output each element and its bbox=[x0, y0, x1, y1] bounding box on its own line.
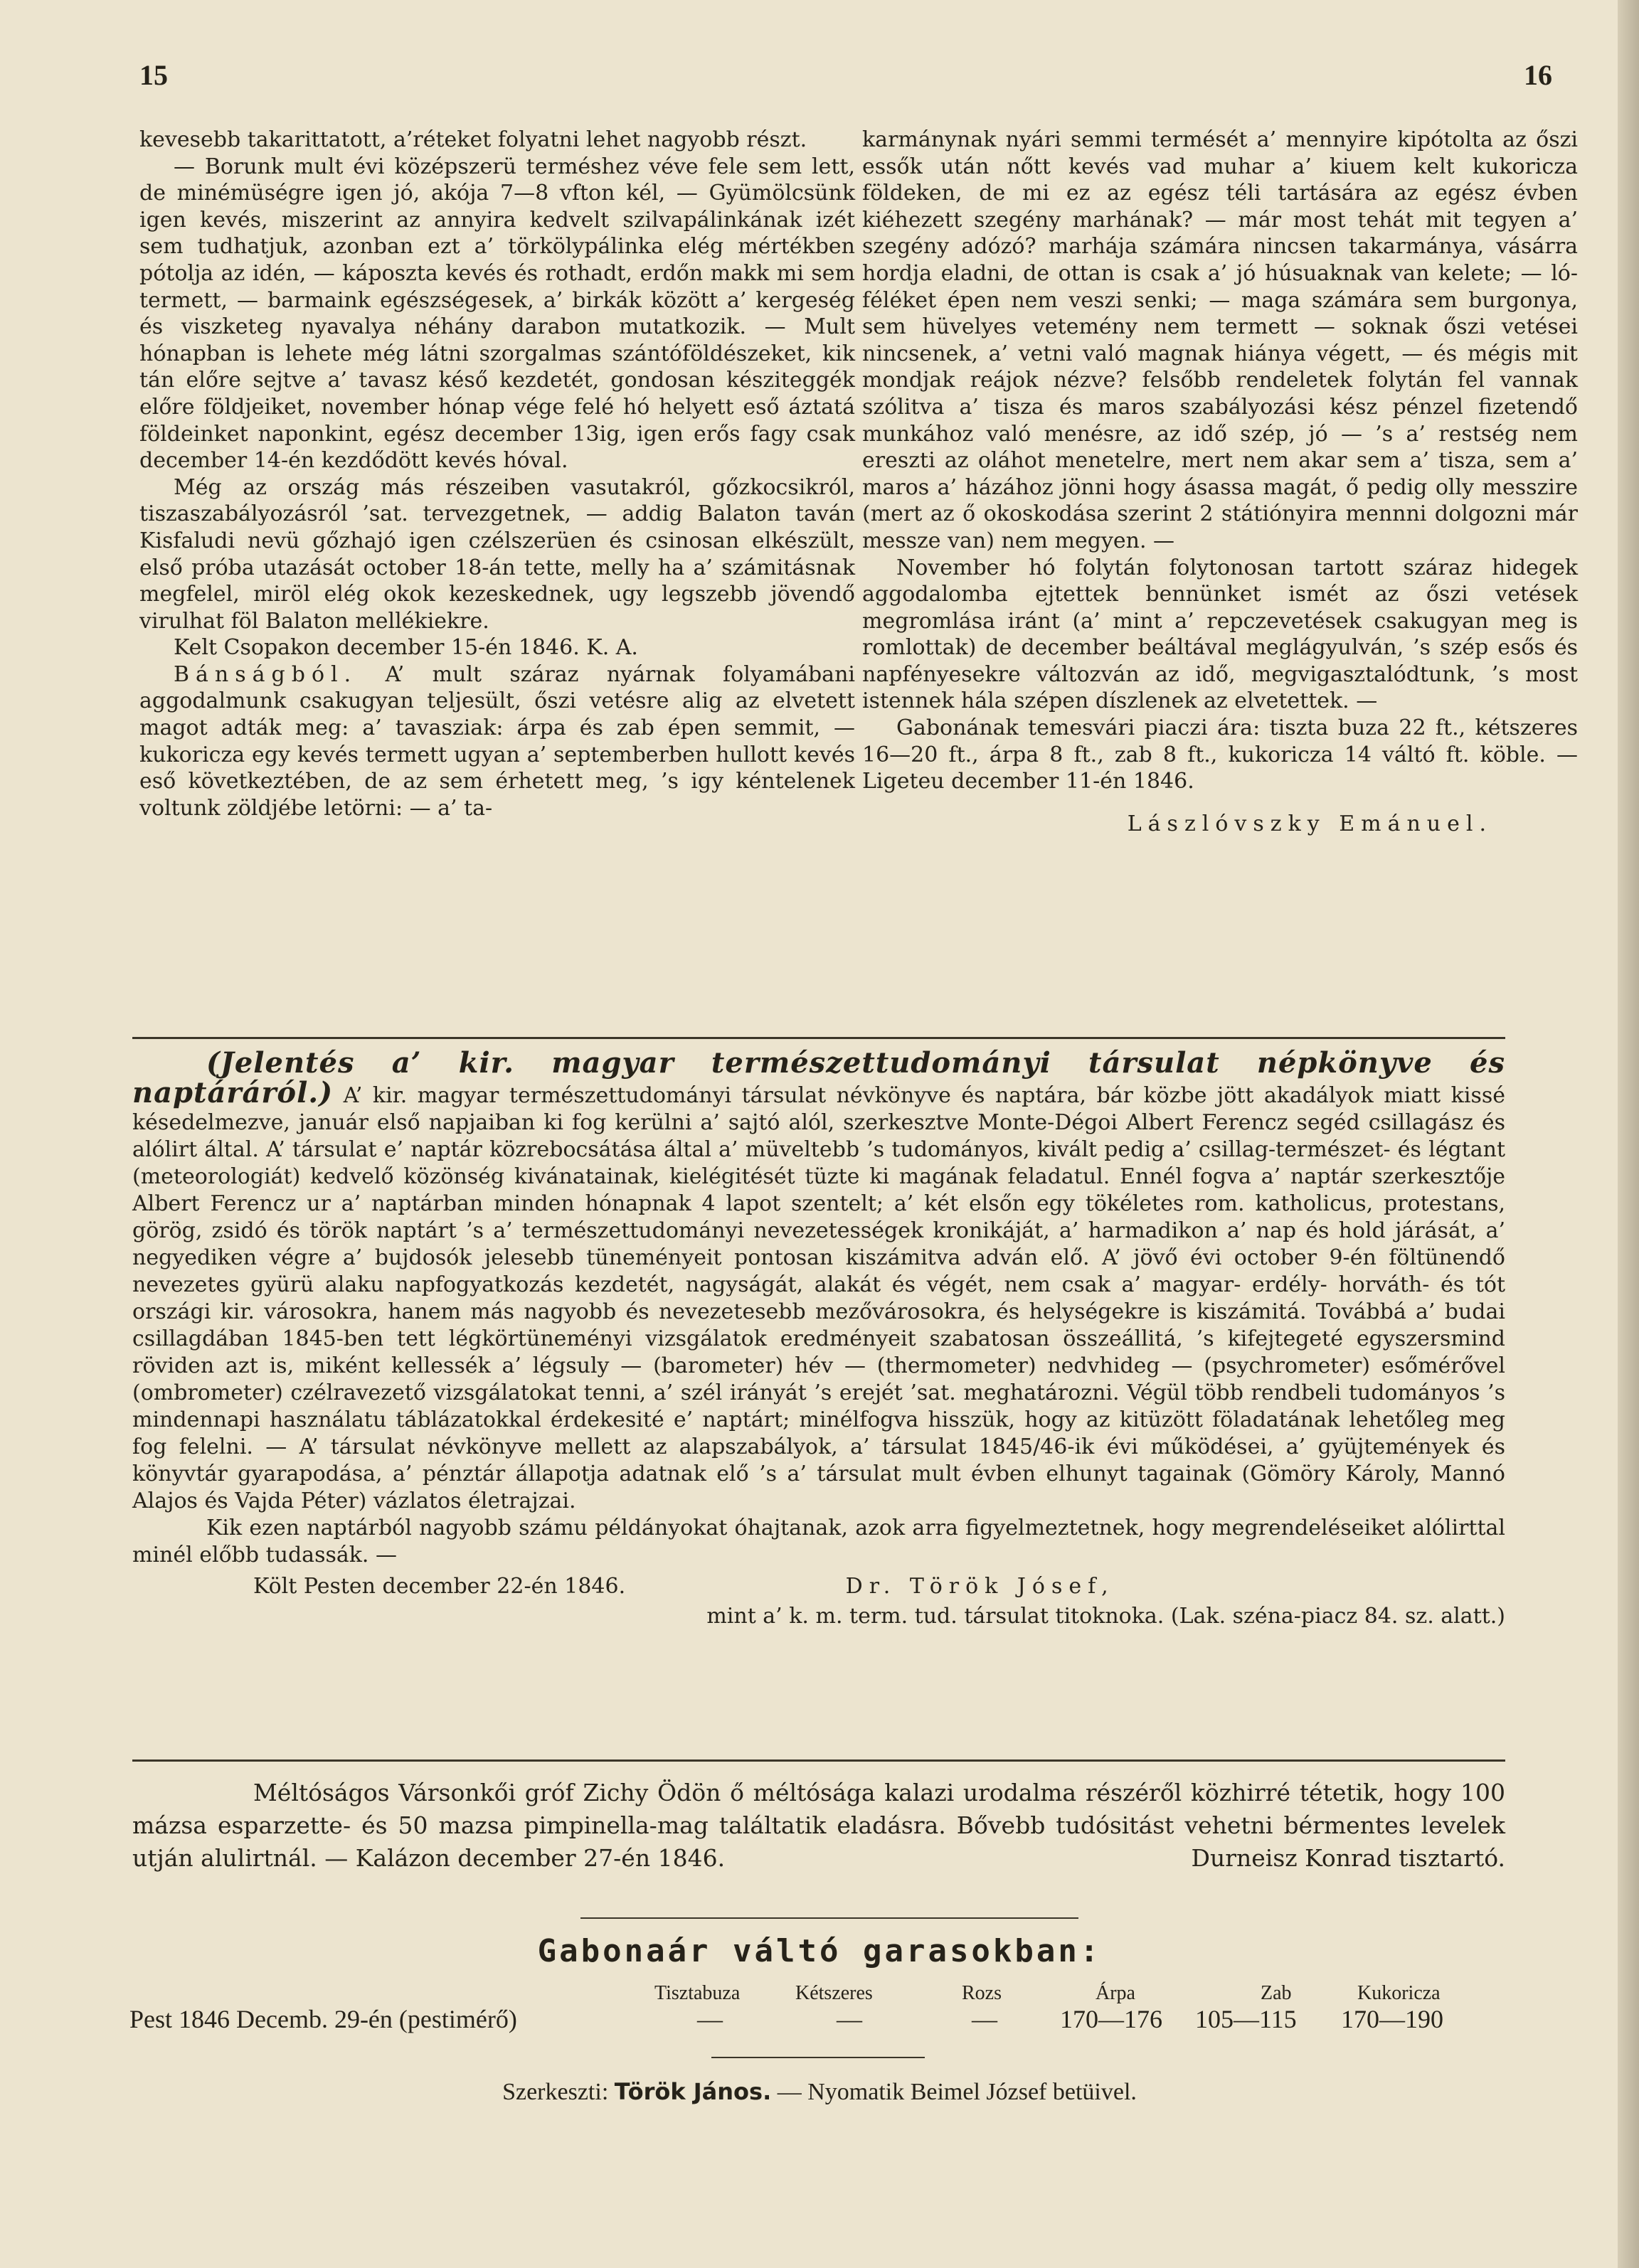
grain-header-zab: Zab bbox=[1261, 1982, 1292, 2004]
left-paragraph-2: — Borunk mult évi középszerü terméshez véve fele sem lett, de minémüségre igen jó, akója 7—8 vfton kél, — Gyümölcsünk igen kevés, miszerint az annyira kedvelt szilvapálinkának izét sem tudhatjuk, azonban ezt a’ törkölypálinka elég mértékben pótolja az idén, — káposzta kevés és rothadt, erdőn makk mi sem termett, — barmaink egészségesek, a’ birkák között a’ kergeség és viszketeg nyavalya néhány darabon mutatkozik. — Mult hónapban is lehete még látni szorgalmas szántóföldészeket, kik tán előre sejtve a’ tavasz késő kezdetét, gondosan késziteggék előre földjeiket, november hónap vége felé hó helyett eső áztatá földeinket naponkint, egész december 13ig, igen erős fagy csak december 14-én kezdődött kevés hóval. bbox=[139, 154, 855, 474]
right-paragraph-1: karmánynak nyári semmi termését a’ mennyire kipótolta az őszi essők után nőtt kevés vad muhar a’ kiuem kelt kukoricza földeken, de mi ez az egész téli tartására az egész évben kiéhezett szegény marhának? — már most tehát mit tegyen a’ szegény adózó? marhája számára nincsen takarmánya, vásárra hordja eladni, de ottan is csak a’ jó húsuaknak van kelete; — ló-féléket épen nem veszi senki; — maga számára sem burgonya, sem hüvelyes vetemény nem termett — soknak őszi vetései nincsenek, a’ vetni való magnak hiánya végett, — és mégis mit mondjak reájok nézve? felsőbb rendeletek folytán fel vannak szólitva a’ tisza és maros szabályozási kész pénzel fizetendő munkához való menésre, az idő szép, jó — ’s a’ restség nem ereszti az oláhot menetelre, mert nem akar sem a’ tisza, sem a’ maros a’ házához jönni hogy ásassa magát, ő pedig olly messzire (mert az ő okoskodása szerint 2 státiónyira mennni dolgozni már messze van) nem megyen. — bbox=[862, 127, 1578, 553]
grain-value-ketszeres: — bbox=[837, 2005, 862, 2033]
grain-value-rozs: — bbox=[972, 2005, 997, 2033]
divider-rule-1 bbox=[132, 1037, 1505, 1039]
grain-header-rozs: Rozs bbox=[962, 1982, 1002, 2004]
grain-header-arpa: Árpa bbox=[1096, 1982, 1135, 2004]
notice-text bbox=[132, 1777, 1505, 1875]
footer-editor: Török János. bbox=[614, 2078, 772, 2105]
notice-body: Méltóságos Vársonkői gróf Zichy Ödön ő méltósága kalazi urodalma részéről közhirré tétetik, hogy 100 mázsa esparzette- és 50 mazsa pimpinella-mag találtatik eladásra. Bővebb tudósitást vehetni bérmentes levelek utján alulirtnál. — Kalázon december 27-én 1846. bbox=[132, 1779, 1505, 1872]
grain-value-kukoricza: 170—190 bbox=[1341, 2005, 1443, 2033]
grain-value-tisztabuza: — bbox=[697, 2005, 723, 2033]
right-signature: Lászlóvszky Emánuel. bbox=[1127, 811, 1492, 836]
notice-signer: Durneisz Konrad tisztartó. bbox=[1191, 1844, 1505, 1872]
right-paragraph-3: Gabonának temesvári piaczi ára: tiszta buza 22 ft., kétszeres 16—20 ft., árpa 8 ft., zab 8 ft., kukoricza 14 váltó ft. köble. — Ligeteu december 11-én 1846. bbox=[862, 715, 1578, 794]
announcement-date-line bbox=[132, 1573, 1505, 1600]
divider-rule-4 bbox=[711, 2057, 925, 2058]
estate-notice bbox=[132, 1777, 1505, 1875]
left-dateline: Kelt Csopakon december 15-én 1846. K. A. bbox=[174, 635, 638, 661]
divider-rule-3 bbox=[580, 1917, 1078, 1919]
divider-rule-2 bbox=[132, 1759, 1505, 1762]
announcement-heading: (Jelentés a’ kir. magyar természettudományi társulat népkönyve és naptáráról.) bbox=[132, 1046, 1505, 1109]
imprint-footer bbox=[0, 2078, 1639, 2106]
grain-header-ketszeres: Kétszeres bbox=[795, 1982, 873, 2004]
page-number-left: 15 bbox=[139, 59, 168, 91]
grain-header-tisztabuza: Tisztabuza bbox=[654, 1982, 741, 2004]
announcement-body: A’ kir. magyar természettudományi társulat névkönyve és naptára, bár közbe jött akadályok miatt kissé késedelmezve, január első napjaiban ki fog kerülni a’ sajtó alól, szerkesztve Monte-Dégoi Albert Ferencz segéd csillagász és alólirt által. A’ társulat e’ naptár közrebocsátása által a’ müveltebb ’s tudományos, kivált pedig a’ csillag-természet- és légtant (meteorologiát) kedvelő közönség kivánatainak, kielégitését tüzte ki magának feladatul. Ennél fogva a’ naptár szerkesztője Albert Ferencz ur a’ naptárban minden hónapnak 4 lapot szentelt; a’ két elsőn egy tökéletes rom. katholicus, protestans, görög, zsidó és török naptárt ’s a’ természettudományi nevezetességek kronikáját, a’ harmadikon a’ nap és hold járását, a’ negyediken végre a’ bujdosók jelesebb tüneményeit pontosan kiszámitva adván elő. A’ jövő évi october 9-én föltünendő nevezetes gyürü alaku napfogyatkozás kezdetét, nagyságát, alakát és végét, nem csak a’ magyar- erdély- horváth- és tót országi kir. városokra, hanem más nagyobb és nevezetesebb mezővárosokra, és helységekre is kiszámitá. Továbbá a’ budai csillagdában 1845-ben tett légkörtüneményi vizsgálatok eredményeit szabatosan összeállitá, ’s kifejtegeté egyszersmind röviden azt is, miként kellessék a’ légsuly — (barometer) hév — (thermometer) nedvhideg — (psychrometer) esőmérővel (ombrometer) czélravezető vizsgálatokat tenni, a’ szél irányát ’s erejét ’sat. meghatározni. Végül több rendbeli tudományos ’s mindennapi használatu táblázatokkal érdekesité e’ naptárt; minélfogva hisszük, hogy az kitüzött föladatának lehetőleg meg fog felelni. — A’ társulat névkönyve mellett az alapszabályok, a’ társulat 1845/46-ik évi működései, a’ gyüjtemények és könyvtár gyarapodása, a’ pénztár állapotja adatnak elő ’s a’ társulat mult évben elhunyt tagainak (Gömöry Károly, Mannó Alajos és Vajda Péter) vázlatos életrajzai. bbox=[132, 1083, 1505, 1513]
announcement-signer: Dr. Török Jósef, bbox=[845, 1574, 1115, 1599]
left-paragraph-3: Még az ország más részeiben vasutakról, gőzkocsikról, tiszaszabályozásról ’sat. tervezgetnek, — addig Balaton taván Kisfaludi nevü gőzhajó igen czélszerüen és csinosan elkészült, első próba utazását october 18-án tette, melly ha a’ számitásnak megfelel, miröl elég okok kezeskednek, ugy legszebb jövendő virulhat föl Balaton mellékiekre. bbox=[139, 474, 855, 634]
bansag-text: A’ mult száraz nyárnak folyamábani aggodalmunk csakugyan teljesült, őszi vetésre alig az elvetett magot adták meg: a’ tavasziak: árpa és zab épen semmit, — kukoricza egy kevés termett ugyan a’ septemberben hullott kevés eső következtében, de az sem érhetett meg, ’s igy kéntelenek voltunk zöldjébe letörni: — a’ ta- bbox=[139, 661, 855, 821]
bansag-report bbox=[139, 661, 855, 822]
announcement-paragraph bbox=[132, 1046, 1505, 1515]
announcement-date: Költ Pesten december 22-én 1846. bbox=[253, 1574, 626, 1599]
grain-value-zab: 105—115 bbox=[1195, 2005, 1297, 2033]
grain-value-arpa: 170—176 bbox=[1060, 2005, 1162, 2033]
footer-printer: — Nyomatik Beimel József betüivel. bbox=[777, 2079, 1137, 2105]
left-paragraph-1: kevesebb takarittatott, a’réteket folyatni lehet nagyobb részt. bbox=[139, 127, 807, 152]
page-edge bbox=[1618, 0, 1639, 2268]
page-number-right: 16 bbox=[1524, 59, 1552, 91]
announcement-request: Kik ezen naptárból nagyobb számu példányokat óhajtanak, azok arra figyelmeztetnek, hogy megrendeléseiket alólirttal minél előbb tudassák. — bbox=[132, 1516, 1505, 1567]
bansag-place: Bánságból. bbox=[174, 661, 358, 687]
grain-header-kukoricza: Kukoricza bbox=[1357, 1982, 1441, 2004]
left-column bbox=[139, 127, 855, 821]
grain-prices-title: Gabonaár váltó garasokban: bbox=[537, 1933, 1102, 1969]
announcement bbox=[132, 1046, 1505, 1630]
right-paragraph-2: November hó folytán folytonosan tartott száraz hidegek aggodalomba ejtettek bennünket ismét az őszi vetések megromlása iránt (a’ mint a’ repczevetések csakugyan meg is romlottak) de december beáltával meglágyulván, ’s szép esős és napfényesekre változván az idő, megvigasztalódtunk, ’s most istennek hála szépen díszlenek az elvetettek. — bbox=[862, 555, 1578, 714]
announcement-signer-title: mint a’ k. m. term. tud. társulat titoknoka. (Lak. széna-piacz 84. sz. alatt.) bbox=[706, 1604, 1505, 1629]
right-column bbox=[862, 127, 1578, 837]
footer-prefix: Szerkeszti: bbox=[502, 2079, 609, 2105]
grain-row-label: Pest 1846 Decemb. 29-én (pestimérő) bbox=[129, 2005, 517, 2033]
